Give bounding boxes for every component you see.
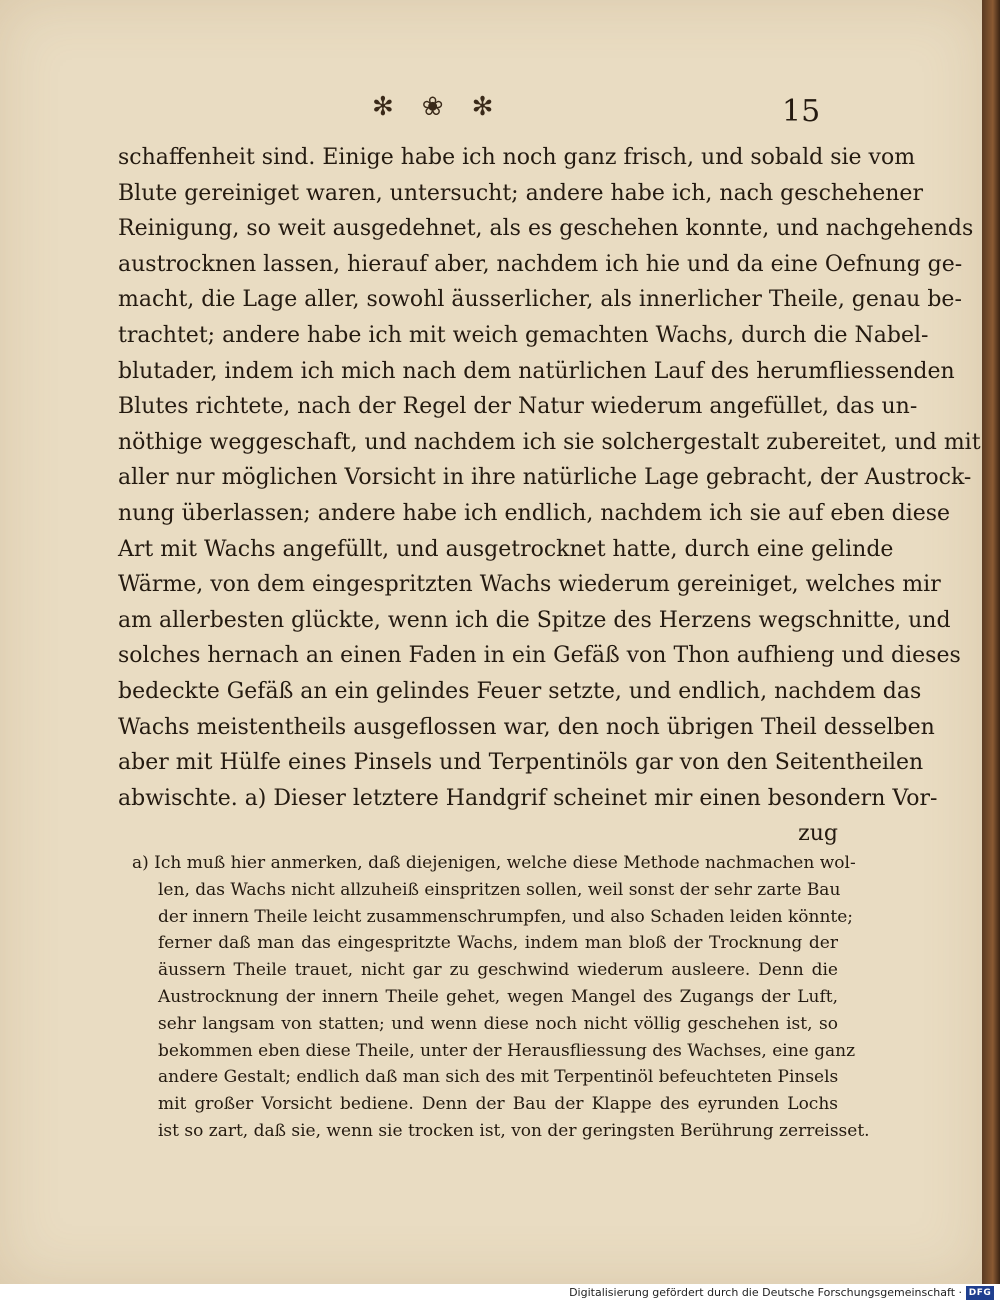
text-line: blutader, indem ich mich nach dem natürlichen Lauf des herumfliessenden bbox=[118, 358, 955, 384]
footnote-line: äussern Theile trauet, nicht gar zu geschwind wiederum ausleere. Denn die bbox=[158, 960, 838, 981]
text-line: schaffenheit sind. Einige habe ich noch ganz frisch, und sobald sie vom bbox=[118, 145, 916, 170]
text-line: nöthige weggeschaft, und nachdem ich sie solchergestalt zubereitet, und mit bbox=[118, 429, 981, 455]
footnote-line: ferner daß man das eingespritzte Wachs, indem man bloß der Trocknung der bbox=[158, 933, 838, 954]
footnote-line: andere Gestalt; endlich daß man sich des mit Terpentinöl befeuchteten Pinsels bbox=[158, 1067, 839, 1088]
text-line: nung überlassen; andere habe ich endlich, nachdem ich sie auf eben diese bbox=[118, 500, 951, 526]
footnote-line: der innern Theile leicht zusammenschrumpfen, und also Schaden leiden könnte; bbox=[158, 906, 854, 927]
footnote-line: Austrocknung der innern Theile gehet, wegen Mangel des Zugangs der Luft, bbox=[158, 986, 838, 1007]
text-line: aller nur möglichen Vorsicht in ihre natürliche Lage gebracht, der Austrock- bbox=[118, 465, 972, 491]
page-number: 15 bbox=[782, 94, 821, 129]
text-line: solches hernach an einen Faden in ein Gefäß von Thon aufhieng und dieses bbox=[118, 643, 961, 669]
text-line: austrocknen lassen, hierauf aber, nachdem ich hie und da eine Oefnung ge- bbox=[118, 251, 963, 277]
dfg-logo: DFG bbox=[966, 1286, 994, 1300]
footnote-line: bekommen eben diese Theile, unter der Herausfliessung des Wachses, eine ganz bbox=[158, 1040, 856, 1061]
text-line: Blutes richtete, nach der Regel der Natur wiederum angefüllet, das un- bbox=[118, 394, 918, 420]
book-spine-edge bbox=[982, 0, 1000, 1284]
text-line: am allerbesten glückte, wenn ich die Spitze des Herzens wegschnitte, und bbox=[118, 607, 951, 633]
text-line: aber mit Hülfe eines Pinsels und Terpentinöls gar von den Seitentheilen bbox=[118, 750, 924, 776]
text-line: abwischte. a) Dieser letztere Handgrif scheinet mir einen besondern Vor- bbox=[118, 785, 938, 811]
ornament-vignette-icon: ✻❀✻ bbox=[372, 92, 522, 122]
page-header bbox=[0, 88, 982, 138]
footnote-line: mit großer Vorsicht bediene. Denn der Bau der Klappe des eyrunden Lochs bbox=[158, 1094, 838, 1115]
text-line: trachtet; andere habe ich mit weich gemachten Wachs, durch die Nabel- bbox=[118, 322, 929, 348]
text-line: Wachs meistentheils ausgeflossen war, den noch übrigen Theil desselben bbox=[118, 714, 935, 740]
funding-credit: Digitalisierung gefördert durch die Deutsche Forschungsgemeinschaft · bbox=[569, 1286, 962, 1299]
text-line: Wärme, von dem eingespritzten Wachs wiederum gereiniget, welches mir bbox=[118, 572, 941, 598]
footnote-line: len, das Wachs nicht allzuheiß einspritzen sollen, weil sonst der sehr zarte Bau bbox=[158, 879, 841, 900]
footnote-block bbox=[132, 850, 870, 1145]
footnote-line: a) Ich muß hier anmerken, daß diejenigen, welche diese Methode nachmachen wol- bbox=[132, 853, 856, 873]
main-text-block bbox=[118, 140, 981, 852]
text-line: macht, die Lage aller, sowohl äusserlicher, als innerlicher Theile, genau be- bbox=[118, 287, 962, 313]
digitization-footer bbox=[0, 1284, 1000, 1303]
catchword: zug bbox=[798, 821, 838, 847]
text-line: bedeckte Gefäß an ein gelindes Feuer setzte, und endlich, nachdem das bbox=[118, 678, 922, 704]
footnote-line: ist so zart, daß sie, wenn sie trocken ist, von der geringsten Berührung zerreisset. bbox=[158, 1120, 870, 1141]
footnote-line: sehr langsam von statten; und wenn diese noch nicht völlig geschehen ist, so bbox=[158, 1013, 838, 1034]
text-line: Reinigung, so weit ausgedehnet, als es geschehen konnte, und nachgehends bbox=[118, 216, 974, 242]
text-line: Blute gereiniget waren, untersucht; andere habe ich, nach geschehener bbox=[118, 180, 923, 206]
text-line: Art mit Wachs angefüllt, und ausgetrocknet hatte, durch eine gelinde bbox=[118, 536, 894, 562]
